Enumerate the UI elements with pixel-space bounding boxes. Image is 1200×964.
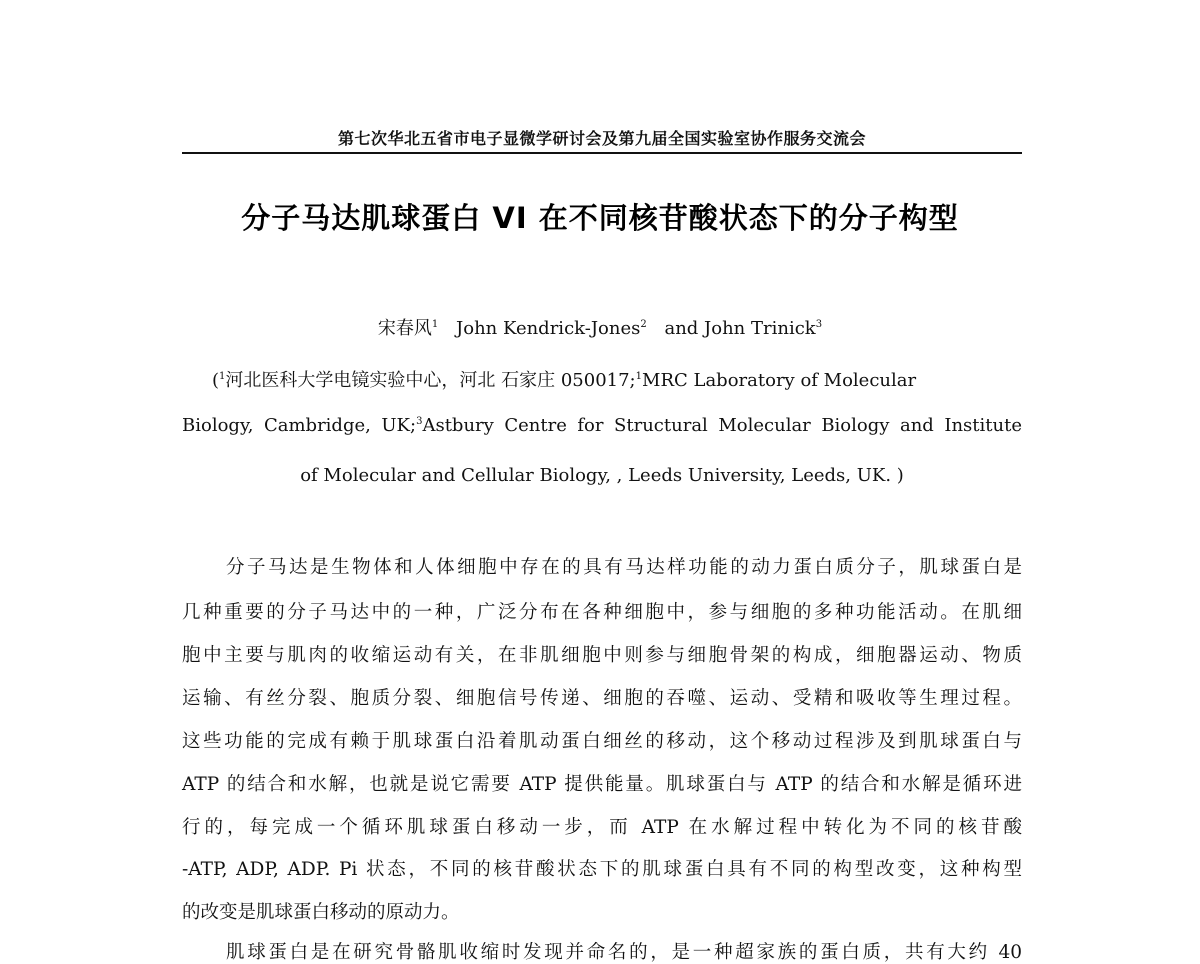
body-text-line: -ATP, ADP, ADP. Pi 状态，不同的核苷酸状态下的肌球蛋白具有不同的构型改变，这种构型 <box>182 859 1022 880</box>
paper-title: 分子马达肌球蛋白 VI 在不同核苷酸状态下的分子构型 <box>241 201 959 235</box>
author-name: John Kendrick-Jones <box>456 318 641 339</box>
affiliation-line-1 <box>212 366 916 392</box>
affiliation-text: MRC Laboratory of Molecular <box>642 370 917 391</box>
author-2 <box>456 318 647 339</box>
header-rule <box>182 152 1022 154</box>
body-text-line: 几种重要的分子马达中的一种，广泛分布在各种细胞中，参与细胞的多种功能活动。在肌细 <box>182 602 1022 623</box>
author-superscript: 1 <box>431 319 439 330</box>
author-1 <box>378 318 438 339</box>
affiliation-superscript: 1 <box>219 371 226 382</box>
body-text-line: 分子马达是生物体和人体细胞中存在的具有马达样功能的动力蛋白质分子，肌球蛋白是 <box>226 557 1022 578</box>
affiliation-text: Biology, Cambridge, UK; <box>182 415 417 436</box>
author-name: 宋春风 <box>377 318 432 339</box>
affiliation-text: Astbury Centre for Structural Molecular Biology and Institute <box>422 415 1022 436</box>
body-text-line: 这些功能的完成有赖于肌球蛋白沿着肌动蛋白细丝的移动，这个移动过程涉及到肌球蛋白与 <box>182 731 1022 752</box>
body-text-line: 的改变是肌球蛋白移动的原动力。 <box>182 902 460 923</box>
affiliation-line-3: of Molecular and Cellular Biology, , Leeds University, Leeds, UK. ) <box>300 465 904 486</box>
author-superscript: 3 <box>815 319 823 330</box>
body-text-line: 胞中主要与肌肉的收缩运动有关，在非肌细胞中则参与细胞骨架的构成，细胞器运动、物质 <box>182 645 1022 666</box>
affiliation-paren: ( <box>212 370 220 391</box>
author-list <box>100 314 1100 340</box>
running-header: 第七次华北五省市电子显微学研讨会及第九届全国实验室协作服务交流会 <box>337 129 866 148</box>
body-text-line: 肌球蛋白是在研究骨骼肌收缩时发现并命名的，是一种超家族的蛋白质，共有大约 40 <box>226 942 1022 963</box>
affiliation-line-2 <box>182 415 1022 436</box>
body-text-line: ATP 的结合和水解，也就是说它需要 ATP 提供能量。肌球蛋白与 ATP 的结合和水解是循环进 <box>182 774 1022 795</box>
author-3 <box>664 318 822 339</box>
affiliation-text: 河北医科大学电镜实验中心，河北 石家庄 050017; <box>225 370 636 391</box>
author-name: and John Trinick <box>664 318 816 339</box>
body-text-line: 运输、有丝分裂、胞质分裂、细胞信号传递、细胞的吞噬、运动、受精和吸收等生理过程。 <box>182 688 1022 709</box>
affiliation-superscript: 3 <box>416 416 423 427</box>
body-text-line: 行的，每完成一个循环肌球蛋白移动一步，而 ATP 在水解过程中转化为不同的核苷酸 <box>182 817 1022 838</box>
author-superscript: 2 <box>640 319 647 330</box>
affiliation-superscript: 1 <box>635 371 643 382</box>
